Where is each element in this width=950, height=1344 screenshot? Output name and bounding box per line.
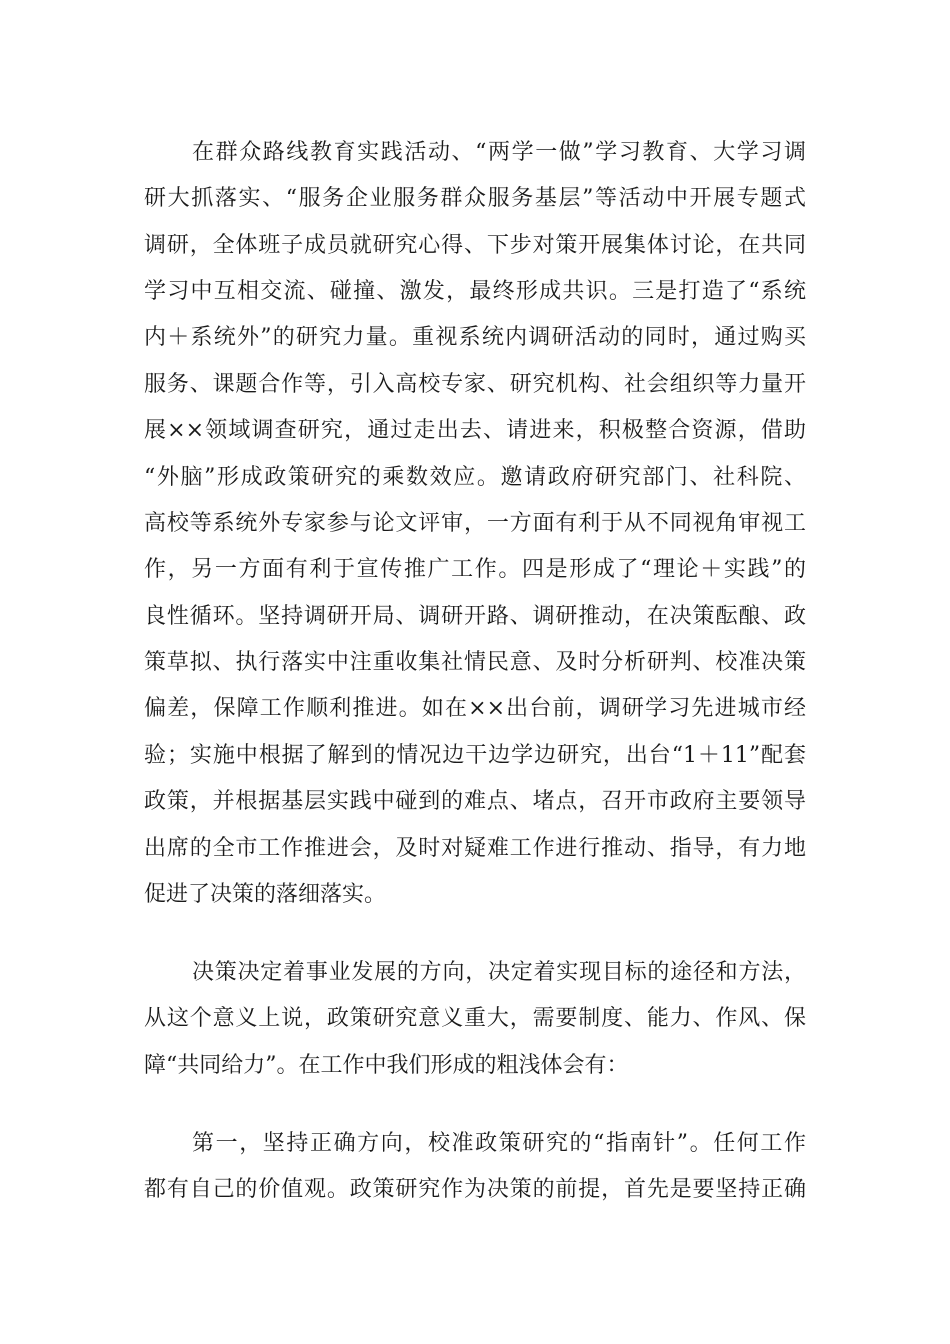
paragraph-1-line-14: 验；实施中根据了解到的情况边干边学边研究，出台“1＋11”配套 bbox=[144, 743, 806, 768]
paragraph-1-line-6: 服务、课题合作等，引入高校专家、研究机构、社会组织等力量开 bbox=[144, 372, 806, 397]
paragraph-1-line-12: 策草拟、执行落实中注重收集社情民意、及时分析研判、校准决策 bbox=[144, 650, 806, 675]
paragraph-1-line-1: 在群众路线教育实践活动、“两学一做”学习教育、大学习调 bbox=[192, 140, 806, 165]
paragraph-1-line-2: 研大抓落实、“服务企业服务群众服务基层”等活动中开展专题式 bbox=[144, 186, 806, 211]
paragraph-1-line-5: 内＋系统外”的研究力量。重视系统内调研活动的同时，通过购买 bbox=[144, 325, 806, 350]
paragraph-3-line-1: 第一，坚持正确方向，校准政策研究的“指南针”。任何工作 bbox=[192, 1131, 806, 1156]
paragraph-1-line-13: 偏差，保障工作顺利推进。如在××出台前，调研学习先进城市经 bbox=[144, 696, 806, 721]
paragraph-1-line-9: 高校等系统外专家参与论文评审，一方面有利于从不同视角审视工 bbox=[144, 511, 806, 536]
paragraph-2-line-3: 障“共同给力”。在工作中我们形成的粗浅体会有： bbox=[144, 1053, 629, 1078]
paragraph-1-line-3: 调研，全体班子成员就研究心得、下步对策开展集体讨论，在共同 bbox=[144, 233, 806, 258]
paragraph-2-line-1: 决策决定着事业发展的方向，决定着实现目标的途径和方法， bbox=[192, 960, 806, 985]
paragraph-1-line-15: 政策，并根据基层实践中碰到的难点、堵点，召开市政府主要领导 bbox=[144, 789, 806, 814]
paragraph-1-line-10: 作，另一方面有利于宣传推广工作。四是形成了“理论＋实践”的 bbox=[144, 557, 806, 582]
paragraph-1-line-11: 良性循环。坚持调研开局、调研开路、调研推动，在决策酝酿、政 bbox=[144, 604, 806, 629]
paragraph-3-line-2: 都有自己的价值观。政策研究作为决策的前提，首先是要坚持正确 bbox=[144, 1177, 806, 1202]
paragraph-1-line-4: 学习中互相交流、碰撞、激发，最终形成共识。三是打造了“系统 bbox=[144, 279, 806, 304]
paragraph-2-line-2: 从这个意义上说，政策研究意义重大，需要制度、能力、作风、保 bbox=[144, 1006, 806, 1031]
paragraph-1-line-16: 出席的全市工作推进会，及时对疑难工作进行推动、指导，有力地 bbox=[144, 836, 806, 861]
paragraph-1-line-7: 展××领域调查研究，通过走出去、请进来，积极整合资源，借助 bbox=[144, 418, 806, 443]
paragraph-1-line-8: “外脑”形成政策研究的乘数效应。邀请政府研究部门、社科院、 bbox=[144, 465, 806, 490]
paragraph-1-line-17: 促进了决策的落细落实。 bbox=[144, 882, 387, 907]
